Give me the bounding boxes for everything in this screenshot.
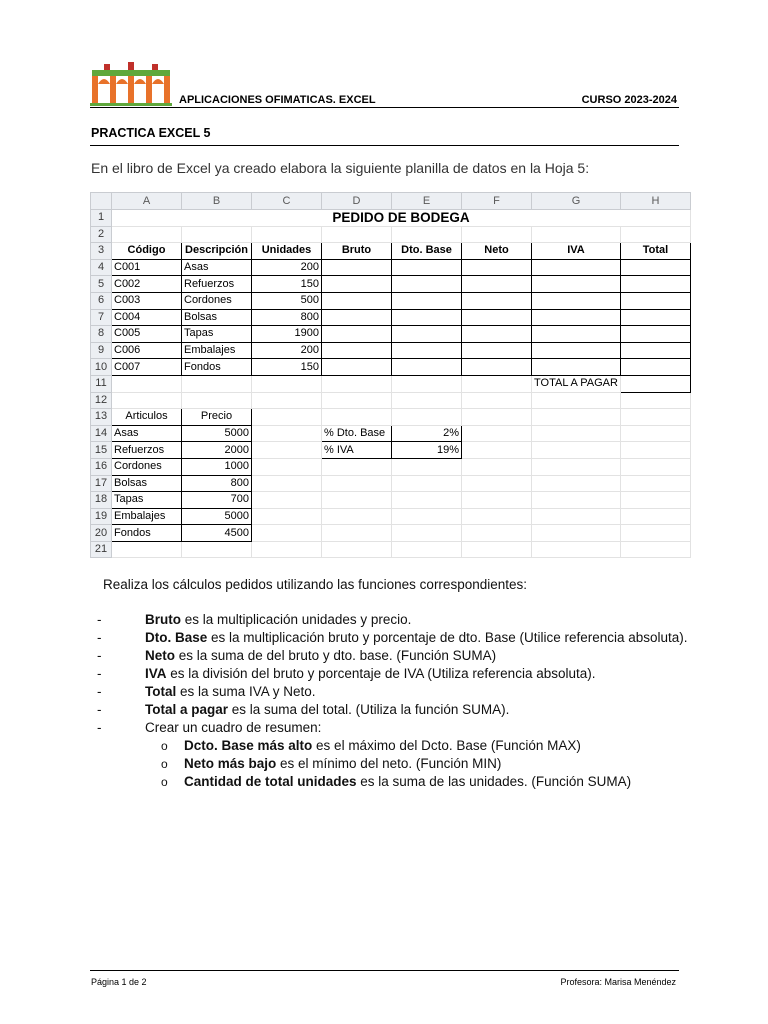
column-header-row (91, 193, 691, 210)
column-header: F (462, 193, 532, 210)
sheet-row (91, 409, 691, 426)
price-value: 1000 (182, 458, 252, 475)
item-text: Crear un cuadro de resumen: (145, 720, 322, 735)
row-header: 4 (91, 259, 112, 276)
divider (90, 145, 679, 146)
dash-bullet: - (97, 648, 102, 663)
item-desc: Fondos (182, 359, 252, 376)
item-text: es la suma IVA y Neto. (176, 684, 316, 699)
price-name: Bolsas (112, 475, 182, 492)
header-cell: Código (112, 243, 182, 260)
item-keyword: Neto (145, 648, 175, 663)
header-cell: Total (620, 243, 690, 260)
price-name: Cordones (112, 458, 182, 475)
sub-text: es el mínimo del neto. (Función MIN) (276, 756, 502, 771)
column-header: G (532, 193, 621, 210)
row-header: 5 (91, 276, 112, 293)
item-keyword: Total a pagar (145, 702, 229, 717)
total-label: TOTAL A PAGAR (532, 375, 621, 392)
price-row (91, 508, 691, 525)
item-desc: Tapas (182, 326, 252, 343)
header-cell: Descripción (182, 243, 252, 260)
item-code: C003 (112, 292, 182, 309)
row-header: 8 (91, 326, 112, 343)
price-row (91, 475, 691, 492)
item-desc: Asas (182, 259, 252, 276)
list-item (91, 701, 691, 719)
corner-cell (91, 193, 112, 210)
sub-text: es la suma de las unidades. (Función SUMA) (356, 774, 632, 789)
sheet-row (91, 226, 691, 243)
sub-keyword: Dcto. Base más alto (184, 738, 313, 753)
price-name: Tapas (112, 492, 182, 509)
item-keyword: Total (145, 684, 177, 699)
school-logo-icon (90, 62, 172, 106)
param-value: 19% (392, 442, 462, 459)
price-row (91, 425, 691, 442)
row-header: 1 (91, 210, 112, 227)
header-cell: Bruto (322, 243, 392, 260)
header-cell: IVA (532, 243, 621, 260)
price-value: 2000 (182, 442, 252, 459)
column-header: C (252, 193, 322, 210)
price-row (91, 442, 691, 459)
sheet-row (91, 541, 691, 558)
item-row (91, 259, 691, 276)
dash-bullet: - (97, 630, 102, 645)
row-header: 19 (91, 508, 112, 525)
item-desc: Cordones (182, 292, 252, 309)
item-row (91, 276, 691, 293)
row-header: 9 (91, 342, 112, 359)
sheet-row (91, 375, 691, 392)
sheet-row (91, 243, 691, 260)
row-header: 11 (91, 375, 112, 392)
item-code: C001 (112, 259, 182, 276)
item-code: C007 (112, 359, 182, 376)
item-code: C005 (112, 326, 182, 343)
item-units: 200 (252, 342, 322, 359)
footer-divider (90, 970, 679, 971)
row-header: 2 (91, 226, 112, 243)
price-name: Refuerzos (112, 442, 182, 459)
row-header: 10 (91, 359, 112, 376)
item-code: C002 (112, 276, 182, 293)
price-header: Articulos (112, 409, 182, 426)
header-cell: Dto. Base (392, 243, 462, 260)
item-text: es la multiplicación unidades y precio. (181, 612, 412, 627)
column-header: A (112, 193, 182, 210)
item-row (91, 292, 691, 309)
dash-bullet: - (97, 612, 102, 627)
price-header: Precio (182, 409, 252, 426)
price-name: Asas (112, 425, 182, 442)
item-units: 200 (252, 259, 322, 276)
sheet-row (91, 392, 691, 409)
header-cell: Unidades (252, 243, 322, 260)
spreadsheet (90, 192, 691, 558)
item-desc: Bolsas (182, 309, 252, 326)
price-value: 4500 (182, 525, 252, 542)
price-row (91, 492, 691, 509)
list-item (91, 647, 691, 665)
item-units: 1900 (252, 326, 322, 343)
sheet-row (91, 210, 691, 227)
sub-keyword: Cantidad de total unidades (184, 774, 357, 789)
page-header (90, 62, 679, 108)
item-text: es la suma de del bruto y dto. base. (Función SUMA) (175, 648, 497, 663)
price-row (91, 525, 691, 542)
row-header: 7 (91, 309, 112, 326)
price-row (91, 458, 691, 475)
column-header: B (182, 193, 252, 210)
row-header: 14 (91, 425, 112, 442)
row-header: 16 (91, 458, 112, 475)
circle-bullet-icon: o (161, 757, 168, 771)
item-desc: Embalajes (182, 342, 252, 359)
item-keyword: Bruto (145, 612, 181, 627)
header-cell: Neto (462, 243, 532, 260)
instructions (91, 576, 691, 791)
item-row (91, 326, 691, 343)
item-code: C006 (112, 342, 182, 359)
price-value: 700 (182, 492, 252, 509)
item-row (91, 359, 691, 376)
item-units: 150 (252, 359, 322, 376)
item-text: es la división del bruto y porcentaje de IVA (Utiliza referencia absoluta). (166, 666, 596, 681)
list-item (91, 683, 691, 701)
row-header: 13 (91, 409, 112, 426)
header-title: APLICACIONES OFIMATICAS. EXCEL (179, 94, 376, 106)
row-header: 15 (91, 442, 112, 459)
column-header: E (392, 193, 462, 210)
row-header: 18 (91, 492, 112, 509)
price-value: 5000 (182, 508, 252, 525)
item-row (91, 342, 691, 359)
practice-title: PRACTICA EXCEL 5 (91, 126, 211, 140)
row-header: 3 (91, 243, 112, 260)
param-value: 2% (392, 425, 462, 442)
item-text: es la multiplicación bruto y porcentaje de dto. Base (Utilice referencia absoluta). (207, 630, 688, 645)
footer-page: Página 1 de 2 (91, 977, 147, 987)
list-item (91, 665, 691, 683)
sub-list-item (91, 755, 691, 773)
circle-bullet-icon: o (161, 739, 168, 753)
price-value: 5000 (182, 425, 252, 442)
row-header: 12 (91, 392, 112, 409)
list-item (91, 629, 691, 647)
list-item (91, 719, 691, 737)
instructions-lead: Realiza los cálculos pedidos utilizando las funciones correspondientes: (103, 577, 527, 592)
sheet-title: PEDIDO DE BODEGA (112, 210, 691, 227)
item-text: es la suma del total. (Utiliza la función SUMA). (228, 702, 510, 717)
item-keyword: IVA (145, 666, 167, 681)
item-keyword: Dto. Base (145, 630, 208, 645)
row-header: 6 (91, 292, 112, 309)
price-name: Fondos (112, 525, 182, 542)
price-value: 800 (182, 475, 252, 492)
intro-text: En el libro de Excel ya creado elabora la siguiente planilla de datos en la Hoja 5: (91, 160, 590, 176)
item-row (91, 309, 691, 326)
dash-bullet: - (97, 702, 102, 717)
dash-bullet: - (97, 666, 102, 681)
row-header: 21 (91, 541, 112, 558)
item-desc: Refuerzos (182, 276, 252, 293)
item-units: 500 (252, 292, 322, 309)
footer-author: Profesora: Marisa Menéndez (560, 977, 676, 987)
item-units: 150 (252, 276, 322, 293)
price-name: Embalajes (112, 508, 182, 525)
item-units: 800 (252, 309, 322, 326)
param-label: % IVA (322, 442, 392, 459)
dash-bullet: - (97, 720, 102, 735)
dash-bullet: - (97, 684, 102, 699)
header-course: CURSO 2023-2024 (581, 94, 677, 106)
column-header: H (620, 193, 690, 210)
sub-keyword: Neto más bajo (184, 756, 277, 771)
sub-text: es el máximo del Dcto. Base (Función MAX) (312, 738, 581, 753)
sub-list-item (91, 773, 691, 791)
circle-bullet-icon: o (161, 775, 168, 789)
row-header: 20 (91, 525, 112, 542)
row-header: 17 (91, 475, 112, 492)
item-code: C004 (112, 309, 182, 326)
column-header: D (322, 193, 392, 210)
total-cell (620, 375, 690, 392)
param-label: % Dto. Base (322, 425, 392, 442)
list-item (91, 611, 691, 629)
sub-list-item (91, 737, 691, 755)
